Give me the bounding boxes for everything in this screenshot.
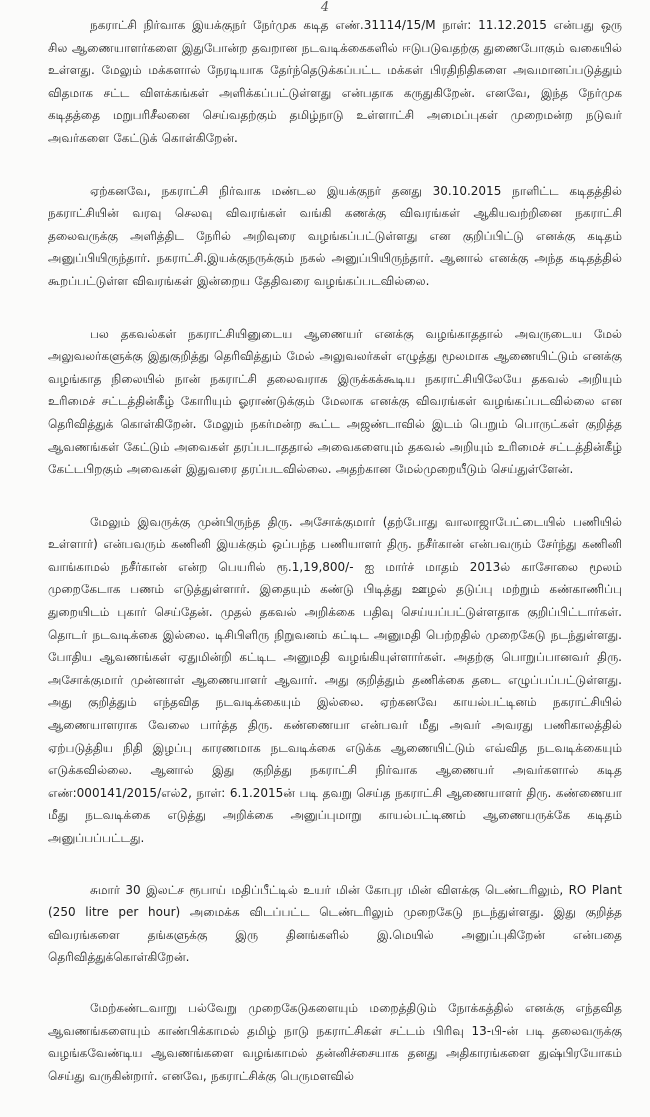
paragraph-3: பல தகவல்கள் நகராட்சியினுடைய ஆணையர் எனக்கு வழங்காததால் அவருடைய மேல் அலுவலர்களுக்கு இதுகுறித்து தெரிவித்தும் மேல் அலுவலர்கள் எழுத்து மூலமாக ஆணையிட்டும் எனக்கு வழங்காத நிலையில் நான் நகராட்சி தலைவராக இருக்கக்கூடிய நகராட்சியிலேயே தகவல் அறியும் உரிமைச் சட்டத்தின்கீழ் கோரியும் ஓராண்டுக்கும் மேலாக எனக்கு விவரங்கள் வழங்கப்படவில்லை என தெரிவித்துக் கொள்கிறேன். மேலும் நகர்மன்ற கூட்ட அஜண்டாவில் இடம் பெறும் பொருட்கள் குறித்த ஆவணங்கள் கேட்டும் அவைகள் தரப்படாததால் அவைகளையும் தகவல் அறியும் உரிமைச் சட்டத்தின்கீழ் கேட்டபிறகும் அவைகள் இதுவரை தரப்படவில்லை. அதற்கான மேல்முறையீடும் செய்துள்ளேன். — [48, 326, 622, 477]
page-number: 4 — [320, 0, 330, 15]
paragraph-1: நகராட்சி நிர்வாக இயக்குநர் நேர்முக கடித எண்.31114/15/M நாள்: 11.12.2015 என்பது ஒரு சில ஆணையாளர்களை இதுபோன்ற தவறான நடவடிக்கைகளில் ஈடுபடுவதற்கு துணைபோகும் வகையில் உள்ளது. மேலும் மக்களால் நேரடியாக தேர்ந்தெடுக்கப்பட்ட மக்கள் பிரதிநிதிகளை அவமானப்படுத்தும் விதமாக சட்ட விளக்கங்கள் அளிக்கப்பட்டுள்ளது என்பதாக கருதுகிறேன். எனவே, இந்த நேர்முக கடிதத்தை மறுபரிசீலனை செய்வதற்கும் தமிழ்நாடு உள்ளாட்சி அமைப்புகள் முறைமன்ற நடுவர் அவர்களை கேட்டுக் கொள்கிறேன். — [48, 18, 622, 145]
paragraph-2: ஏற்கனவே, நகராட்சி நிர்வாக மண்டல இயக்குநர் தனது 30.10.2015 நாளிட்ட கடிதத்தில் நகராட்சியின் வரவு செலவு விவரங்கள் வங்கி கணக்கு விவரங்கள் ஆகியவற்றினை நகராட்சி தலைவருக்கு அளித்திட நேரில் அறிவுரை வழங்கப்பட்டுள்ளது என குறிப்பிட்டு எனக்கு கடிதம் அனுப்பியிருந்தார். நகராட்சி.இயக்குநருக்கும் நகல் அனுப்பியிருந்தார். ஆனால் எனக்கு அந்த கடிதத்தில் கூறப்பட்டுள்ள விவரங்கள் இன்றைய தேதிவரை வழங்கப்படவில்லை. — [48, 183, 622, 288]
paragraph-5: சுமார் 30 இலட்ச ரூபாய் மதிப்பீட்டில் உயர் மின் கோபுர மின் விளக்கு டெண்டரிலும், RO Plant (250 litre per hour) அமைக்க விடப்பட்ட டெண்டரிலும் முறைகேடு நடந்துள்ளது. இது குறித்த விவரங்களை தங்களுக்கு இரு தினங்களில் இ.மெயில் அனுப்புகிறேன் என்பதை தெரிவித்துக்கொள்கிறேன். — [48, 882, 622, 965]
paragraph-4: மேலும் இவருக்கு முன்பிருந்த திரு. அசோக்குமார் (தற்போது வாலாஜாபேட்டையில் பணியில் உள்ளார்) என்பவரும் கணினி இயக்கும் ஒப்பந்த பணியாளர் திரு. நசீர்கான் என்பவரும் சேர்ந்து கணினி வாங்காமல் நசீர்கான் என்ற பெயரில் ரூ.1,19,800/- ஐ மார்ச் மாதம் 2013ல் காசோலை மூலம் முறைகேடாக பணம் எடுத்துள்ளார். இதையும் கண்டு பிடித்து ஊழல் தடுப்பு மற்றும் கண்காணிப்பு துறையிடம் புகார் செய்தேன். முதல் தகவல் அறிக்கை பதிவு செய்யப்பட்டுள்ளதாக குறிப்பிட்டார்கள். தொடர் நடவடிக்கை இல்லை. டிசிபிளிரு நிறுவனம் கட்டிட அனுமதி பெற்றதில் முறைகேடு நடந்துள்ளது. போதிய ஆவணங்கள் ஏதுமின்றி கட்டிட அனுமதி வழங்கியுள்ளார்கள். அதற்கு பொறுப்பானவர் திரு. அசோக்குமார் முன்னாள் ஆணையாளர் ஆவார். அது குறித்தும் தணிக்கை தடை எழுப்பப்பட்டுள்ளது. அது குறித்தும் எந்தவித நடவடிக்கையும் இல்லை. ஏற்கனவே காயல்பட்டினம் நகராட்சியில் ஆணையாளராக வேலை பார்த்த திரு. கண்ணையா என்பவர் மீது அவர் அவரது பணிகாலத்தில் ஏற்படுத்திய நிதி இழப்பு காரணமாக நடவடிக்கை எடுக்க ஆணையிட்டும் எவ்வித நடவடிக்கையும் எடுக்கவில்லை. ஆனால் இது குறித்து நகராட்சி நிர்வாக ஆணையர் அவர்களால் கடித எண்:000141/2015/எல்2, நாள்: 6.1.2015ன் படி தவறு செய்த நகராட்சி ஆணையாளர் திரு. கண்ணையா மீது நடவடிக்கை எடுத்து அறிக்கை அனுப்புமாறு காயல்பட்டிணம் ஆணையருக்கே கடிதம் அனுப்பப்பட்டது. — [48, 514, 622, 845]
document-body — [48, 14, 622, 1117]
paragraph-6: மேற்கண்டவாறு பல்வேறு முறைகேடுகளையும் மறைத்திடும் நோக்கத்தில் எனக்கு எந்தவித ஆவணங்களையும் காண்பிக்காமல் தமிழ் நாடு நகராட்சிகள் சட்டம் பிரிவு 13-பி-ன் படி தலைவருக்கு வழங்கவேண்டிய ஆவணங்களை வழங்காமல் தன்னிச்சையாக தனது அதிகாரங்களை துஷ்பிரயோகம் செய்து வருகின்றார். எனவே, நகராட்சிக்கு பெருமளவில் — [48, 1000, 622, 1083]
